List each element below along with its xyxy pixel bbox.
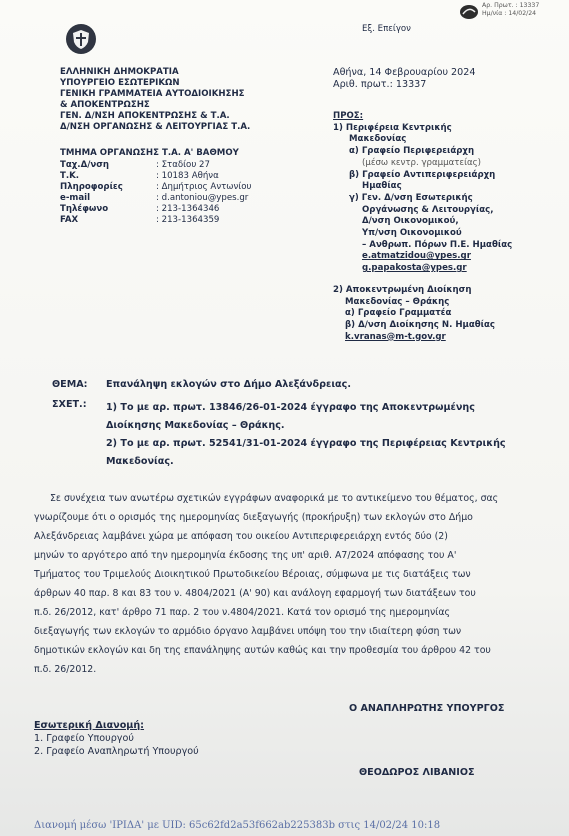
body-line: άρθρων 40 παρ. 8 και 83 του ν. 4804/2021 (Α' 90) και ανάλογη εφαρμογή των διατάξεων του <box>34 588 476 599</box>
body-line: π.δ. 26/2012. <box>34 664 97 675</box>
contact-label: FAX <box>60 215 79 225</box>
recipient-email[interactable]: k.vranas@m-t.gov.gr <box>345 331 446 342</box>
date-line: Αθήνα, 14 Φεβρουαρίου 2024 <box>333 67 476 78</box>
contact-value: : Σταδίου 27 <box>156 160 210 170</box>
contact-label: Τηλέφωνο <box>60 204 109 214</box>
body-line: π.δ. 26/2012, κατ' άρθρο 71 παρ. 2 του ν.4804/2021. Κατά τον ορισμό της ημερομηνίας <box>34 607 451 618</box>
contact-label: Πληροφορίες <box>60 182 123 192</box>
reference-label: ΣΧΕΤ.: <box>52 399 87 410</box>
contact-value: : 213-1364359 <box>156 215 220 225</box>
recipients-heading: ΠΡΟΣ: <box>333 111 364 121</box>
reference-line: Μακεδονίας. <box>106 456 174 467</box>
protocol-line: Αριθ. πρωτ.: 13337 <box>333 79 427 90</box>
contact-row <box>60 171 251 182</box>
recipient-line: Υπ/νση Οικονομικού <box>362 228 462 239</box>
contact-label: e-mail <box>60 193 91 203</box>
internal-item: 2. Γραφείο Αναπληρωτή Υπουργού <box>34 746 199 757</box>
recipients-block <box>333 111 512 343</box>
body-line: γνωρίζουμε ότι ο ορισμός της ημερομηνίας διεξαγωγής (προκήρυξη) των εκλογών στο Δήμο <box>34 512 473 523</box>
reference-line: 2) Το με αρ. πρωτ. 52541/31-01-2024 έγγραφο της Περιφέρειας Κεντρικής <box>106 438 506 449</box>
recipient-line: β) Δ/νση Διοίκησης Ν. Ημαθίας <box>345 319 496 330</box>
reference-block <box>106 399 506 471</box>
urgency-label: Εξ. Επείγον <box>362 24 411 34</box>
internal-distribution <box>34 719 199 758</box>
reference-line: 1) Το με αρ. πρωτ. 13846/26-01-2024 έγγραφο της Αποκεντρωμένης <box>106 402 475 413</box>
stamp-protocol: Αρ. Πρωτ. : 13337 <box>482 2 540 9</box>
recipient-line: 1) Περιφέρεια Κεντρικής <box>333 122 452 133</box>
stamp-date: Ημ/νία : 14/02/24 <box>482 10 537 17</box>
body-line: διεξαγωγής των εκλογών το αρμόδιο όργανο λαμβάνει υπόψη του την ιδιαίτερη φύση των <box>34 626 462 637</box>
recipient-line: γ) Γεν. Δ/νση Εσωτερικής <box>349 192 473 203</box>
contact-row <box>60 182 251 193</box>
signatory-name: ΘΕΟΔΩΡΟΣ ΛΙΒΑΝΙΟΣ <box>359 767 475 778</box>
stamp-text <box>482 2 539 18</box>
recipient-email[interactable]: e.atmatzidou@ypes.gr <box>362 251 471 262</box>
sender-line: ΓΕΝ. Δ/ΝΣΗ ΑΠΟΚΕΝΤΡΩΣΗΣ & Τ.Α. <box>60 111 230 121</box>
contact-value: : Δημήτριος Αντωνίου <box>156 182 252 192</box>
greek-seal-icon <box>66 24 96 54</box>
sender-line: Δ/ΝΣΗ ΟΡΓΑΝΩΣΗΣ & ΛΕΙΤΟΥΡΓΙΑΣ Τ.Α. <box>60 122 251 132</box>
recipient-line: 2) Αποκεντρωμένη Διοίκηση <box>333 284 472 295</box>
internal-item: 1. Γραφείο Υπουργού <box>34 733 134 744</box>
contact-row <box>60 193 251 204</box>
recipient-line: Ημαθίας <box>362 181 402 192</box>
body-text <box>34 489 498 679</box>
sender-line: ΓΕΝΙΚΗ ΓΡΑΜΜΑΤΕΙΑ ΑΥΤΟΔΙΟΙΚΗΣΗΣ <box>60 89 245 99</box>
body-line: Αλεξάνδρειας λαμβάνει χώρα με απόφαση του οικείου Αντιπεριφερειάρχη εντός δύο (2) <box>34 531 448 542</box>
recipient-line: (μέσω κεντρ. γραμματείας) <box>362 157 482 168</box>
recipient-line: Οργάνωσης & Λειτουργίας, <box>362 204 494 215</box>
signatory-title: Ο ΑΝΑΠΛΗΡΩΤΗΣ ΥΠΟΥΡΓΟΣ <box>349 703 505 714</box>
contact-block <box>60 160 251 226</box>
body-line: δημοτικών εκλογών και δη της επανάληψης αυτών καθώς και την προθεσμία του άρθρου 42 του <box>34 645 491 656</box>
sender-line: & ΑΠΟΚΕΝΤΡΩΣΗΣ <box>60 100 150 110</box>
department: ΤΜΗΜΑ ΟΡΓΑΝΩΣΗΣ Τ.Α. Α' ΒΑΘΜΟΥ <box>60 148 239 158</box>
contact-row <box>60 204 251 215</box>
recipient-line: Δ/νση Οικονομικού, <box>362 216 459 227</box>
contact-value: : 213-1364346 <box>156 204 220 214</box>
internal-heading: Εσωτερική Διανομή: <box>34 720 145 731</box>
recipient-line: Μακεδονίας – Θράκης <box>345 296 450 307</box>
recipient-line: β) Γραφείο Αντιπεριφερειάρχη <box>349 169 496 180</box>
body-line: Τμήματος του Τριμελούς Διοικητικού Πρωτοδικείου Βέροιας, σύμφωνα με τις διατάξεις των <box>34 569 471 580</box>
recipient-email[interactable]: g.papakosta@ypes.gr <box>362 263 467 274</box>
iris-distribution-footer: Διανομή μέσω 'ΙΡΙΔΑ' με UID: 65c62fd2a53f662ab225383b στις 14/02/24 10:18 <box>34 820 441 831</box>
subject-text: Επανάληψη εκλογών στο Δήμο Αλεξάνδρειας. <box>106 379 351 390</box>
recipient-line: – Ανθρωπ. Πόρων Π.Ε. Ημαθίας <box>362 239 513 250</box>
subject-label: ΘΕΜΑ: <box>52 379 88 390</box>
sender-line: ΕΛΛΗΝΙΚΗ ΔΗΜΟΚΡΑΤΙΑ <box>60 67 179 77</box>
recipient-line: Μακεδονίας <box>349 134 407 145</box>
sender-line: ΥΠΟΥΡΓΕΙΟ ΕΣΩΤΕΡΙΚΩΝ <box>60 78 180 88</box>
body-line: Σε συνέχεια των ανωτέρω σχετικών εγγράφων αναφορικά με το αντικείμενο του θέματος, σας <box>50 493 499 504</box>
contact-row <box>60 215 251 226</box>
recipient-line: α) Γραφείο Περιφερειάρχη <box>349 146 475 157</box>
iris-stamp-icon <box>459 4 479 24</box>
recipient-spacer <box>333 275 512 285</box>
contact-label: Τ.Κ. <box>60 171 80 181</box>
contact-value: : d.antoniou@ypes.gr <box>156 193 249 203</box>
reference-line: Διοίκησης Μακεδονίας – Θράκης. <box>106 420 285 431</box>
sender-block <box>60 67 250 133</box>
contact-row <box>60 160 251 171</box>
contact-value: : 10183 Αθήνα <box>156 171 219 181</box>
body-line: μηνών το αργότερο από την ημερομηνία έκδοσης της υπ' αριθ. Α7/2024 απόφασης του Α' <box>34 550 457 561</box>
contact-label: Ταχ.Δ/νση <box>60 160 110 170</box>
recipient-line: α) Γραφείο Γραμματέα <box>345 308 452 319</box>
